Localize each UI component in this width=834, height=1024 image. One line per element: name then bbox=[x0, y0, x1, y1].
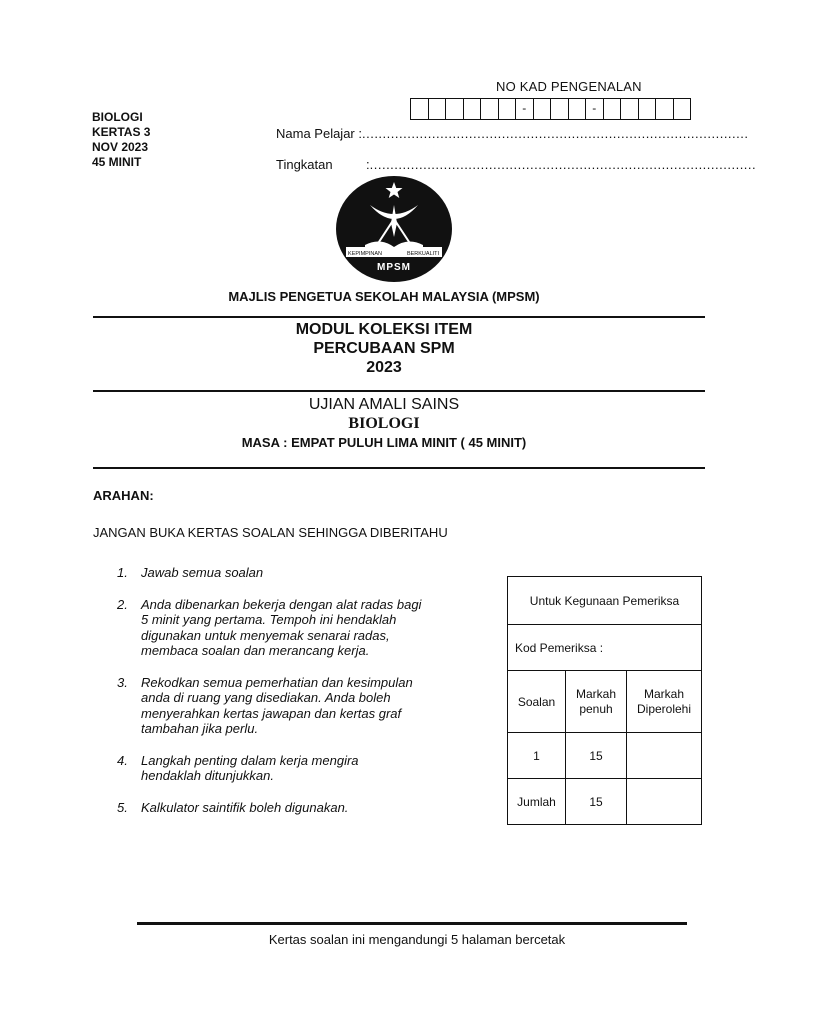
row-question: 1 bbox=[508, 733, 566, 779]
divider-middle bbox=[93, 390, 705, 392]
instruction-text: Anda dibenarkan bekerja dengan alat radas bagi 5 minit yang pertama. Tempoh ini hendaklah digunakan untuk menyemak senarai radas, membaca soalan dan merancang kerja. bbox=[141, 596, 422, 658]
instructions-heading: ARAHAN: bbox=[93, 488, 154, 503]
subject-label: BIOLOGI bbox=[92, 110, 143, 124]
ic-digit-box[interactable] bbox=[464, 98, 482, 120]
module-title bbox=[0, 320, 768, 377]
logo-acronym: MPSM bbox=[377, 262, 411, 273]
ic-digit-box[interactable] bbox=[551, 98, 569, 120]
duration-label: 45 MINIT bbox=[92, 155, 142, 169]
col-full-marks-text: Markah penuh bbox=[575, 686, 616, 716]
instructions-list bbox=[117, 565, 447, 831]
ic-digit-box[interactable]: - bbox=[516, 98, 534, 120]
do-not-open-warning: JANGAN BUKA KERTAS SOALAN SEHINGGA DIBERITAHU bbox=[93, 525, 448, 540]
class-colon: : bbox=[366, 157, 370, 172]
divider-top bbox=[93, 316, 705, 318]
page-count-note: Kertas soalan ini mengandungi 5 halaman bercetak bbox=[268, 932, 566, 947]
row-full-marks: 15 bbox=[566, 733, 627, 779]
module-line-1: MODUL KOLEKSI ITEM bbox=[295, 321, 473, 338]
ic-digit-box[interactable] bbox=[639, 98, 657, 120]
instruction-item bbox=[117, 597, 447, 659]
student-name-field[interactable] bbox=[276, 126, 749, 141]
paper-info bbox=[92, 110, 150, 170]
module-line-2: PERCUBAAN SPM bbox=[313, 340, 455, 357]
ic-digit-box[interactable] bbox=[411, 98, 429, 120]
ic-digit-box[interactable] bbox=[534, 98, 552, 120]
instruction-item bbox=[117, 800, 447, 816]
class-label: Tingkatan bbox=[276, 157, 333, 172]
instruction-number: 5. bbox=[117, 799, 128, 815]
ic-digit-box[interactable] bbox=[656, 98, 674, 120]
ic-digit-box[interactable]: - bbox=[586, 98, 604, 120]
paper-label: KERTAS 3 bbox=[92, 125, 151, 139]
row-obtained-marks[interactable] bbox=[627, 779, 702, 825]
examiner-table bbox=[507, 576, 702, 825]
examiner-title: Untuk Kegunaan Pemeriksa bbox=[508, 577, 702, 625]
instruction-text: Jawab semua soalan bbox=[141, 565, 264, 580]
instruction-number: 3. bbox=[117, 674, 128, 690]
ic-digit-box[interactable] bbox=[604, 98, 622, 120]
logo-ribbon-left: KEPIMPINAN bbox=[348, 251, 382, 257]
exam-title bbox=[0, 396, 768, 450]
ic-digit-box[interactable] bbox=[446, 98, 464, 120]
mpsm-logo bbox=[335, 175, 453, 283]
student-name-dotted-line[interactable]: .............................................................................................. bbox=[361, 126, 749, 141]
row-obtained-marks[interactable] bbox=[627, 733, 702, 779]
exam-line-1: UJIAN AMALI SAINS bbox=[308, 396, 460, 413]
instruction-text: Langkah penting dalam kerja mengira hendaklah ditunjukkan. bbox=[141, 752, 359, 783]
exam-line-3: MASA : EMPAT PULUH LIMA MINIT ( 45 MINIT) bbox=[241, 435, 527, 450]
footer-divider bbox=[137, 922, 687, 925]
student-name-label: Nama Pelajar : bbox=[276, 126, 362, 141]
row-question: Jumlah bbox=[508, 779, 566, 825]
ic-digit-box[interactable] bbox=[429, 98, 447, 120]
col-question-header: Soalan bbox=[508, 671, 566, 733]
instruction-number: 2. bbox=[117, 596, 128, 612]
instruction-number: 4. bbox=[117, 752, 128, 768]
col-obtained-text: Markah Diperolehi bbox=[636, 686, 692, 716]
module-line-3: 2023 bbox=[366, 359, 402, 376]
council-name: MAJLIS PENGETUA SEKOLAH MALAYSIA (MPSM) bbox=[228, 289, 540, 304]
ic-digit-box[interactable] bbox=[481, 98, 499, 120]
ic-digit-box[interactable] bbox=[569, 98, 587, 120]
class-dotted-line[interactable]: .............................................................................................. bbox=[369, 157, 757, 172]
col-full-marks-header bbox=[566, 671, 627, 733]
examiner-code-label[interactable]: Kod Pemeriksa : bbox=[508, 625, 702, 671]
ic-digit-box[interactable] bbox=[621, 98, 639, 120]
instruction-text: Rekodkan semua pemerhatian dan kesimpulan anda di ruang yang disediakan. Anda boleh menyerahkan kertas jawapan dan kertas graf tambahan jika perlu. bbox=[141, 674, 413, 736]
divider-bottom bbox=[93, 467, 705, 469]
table-row bbox=[508, 779, 702, 825]
instruction-item bbox=[117, 565, 447, 581]
instruction-number: 1. bbox=[117, 565, 128, 580]
class-field[interactable] bbox=[276, 157, 757, 172]
logo-ribbon-right: BERKUALITI bbox=[406, 251, 440, 257]
ic-digit-box[interactable] bbox=[674, 98, 692, 120]
instruction-item bbox=[117, 675, 447, 737]
exam-line-2: BIOLOGI bbox=[348, 415, 420, 432]
ic-digit-box[interactable] bbox=[499, 98, 517, 120]
date-label: NOV 2023 bbox=[92, 140, 149, 154]
col-obtained-header bbox=[627, 671, 702, 733]
row-full-marks: 15 bbox=[566, 779, 627, 825]
instruction-item bbox=[117, 753, 447, 784]
instruction-text: Kalkulator saintifik boleh digunakan. bbox=[141, 799, 349, 815]
table-row bbox=[508, 733, 702, 779]
ic-number-boxes[interactable] bbox=[410, 98, 691, 120]
ic-label: NO KAD PENGENALAN bbox=[496, 79, 642, 94]
